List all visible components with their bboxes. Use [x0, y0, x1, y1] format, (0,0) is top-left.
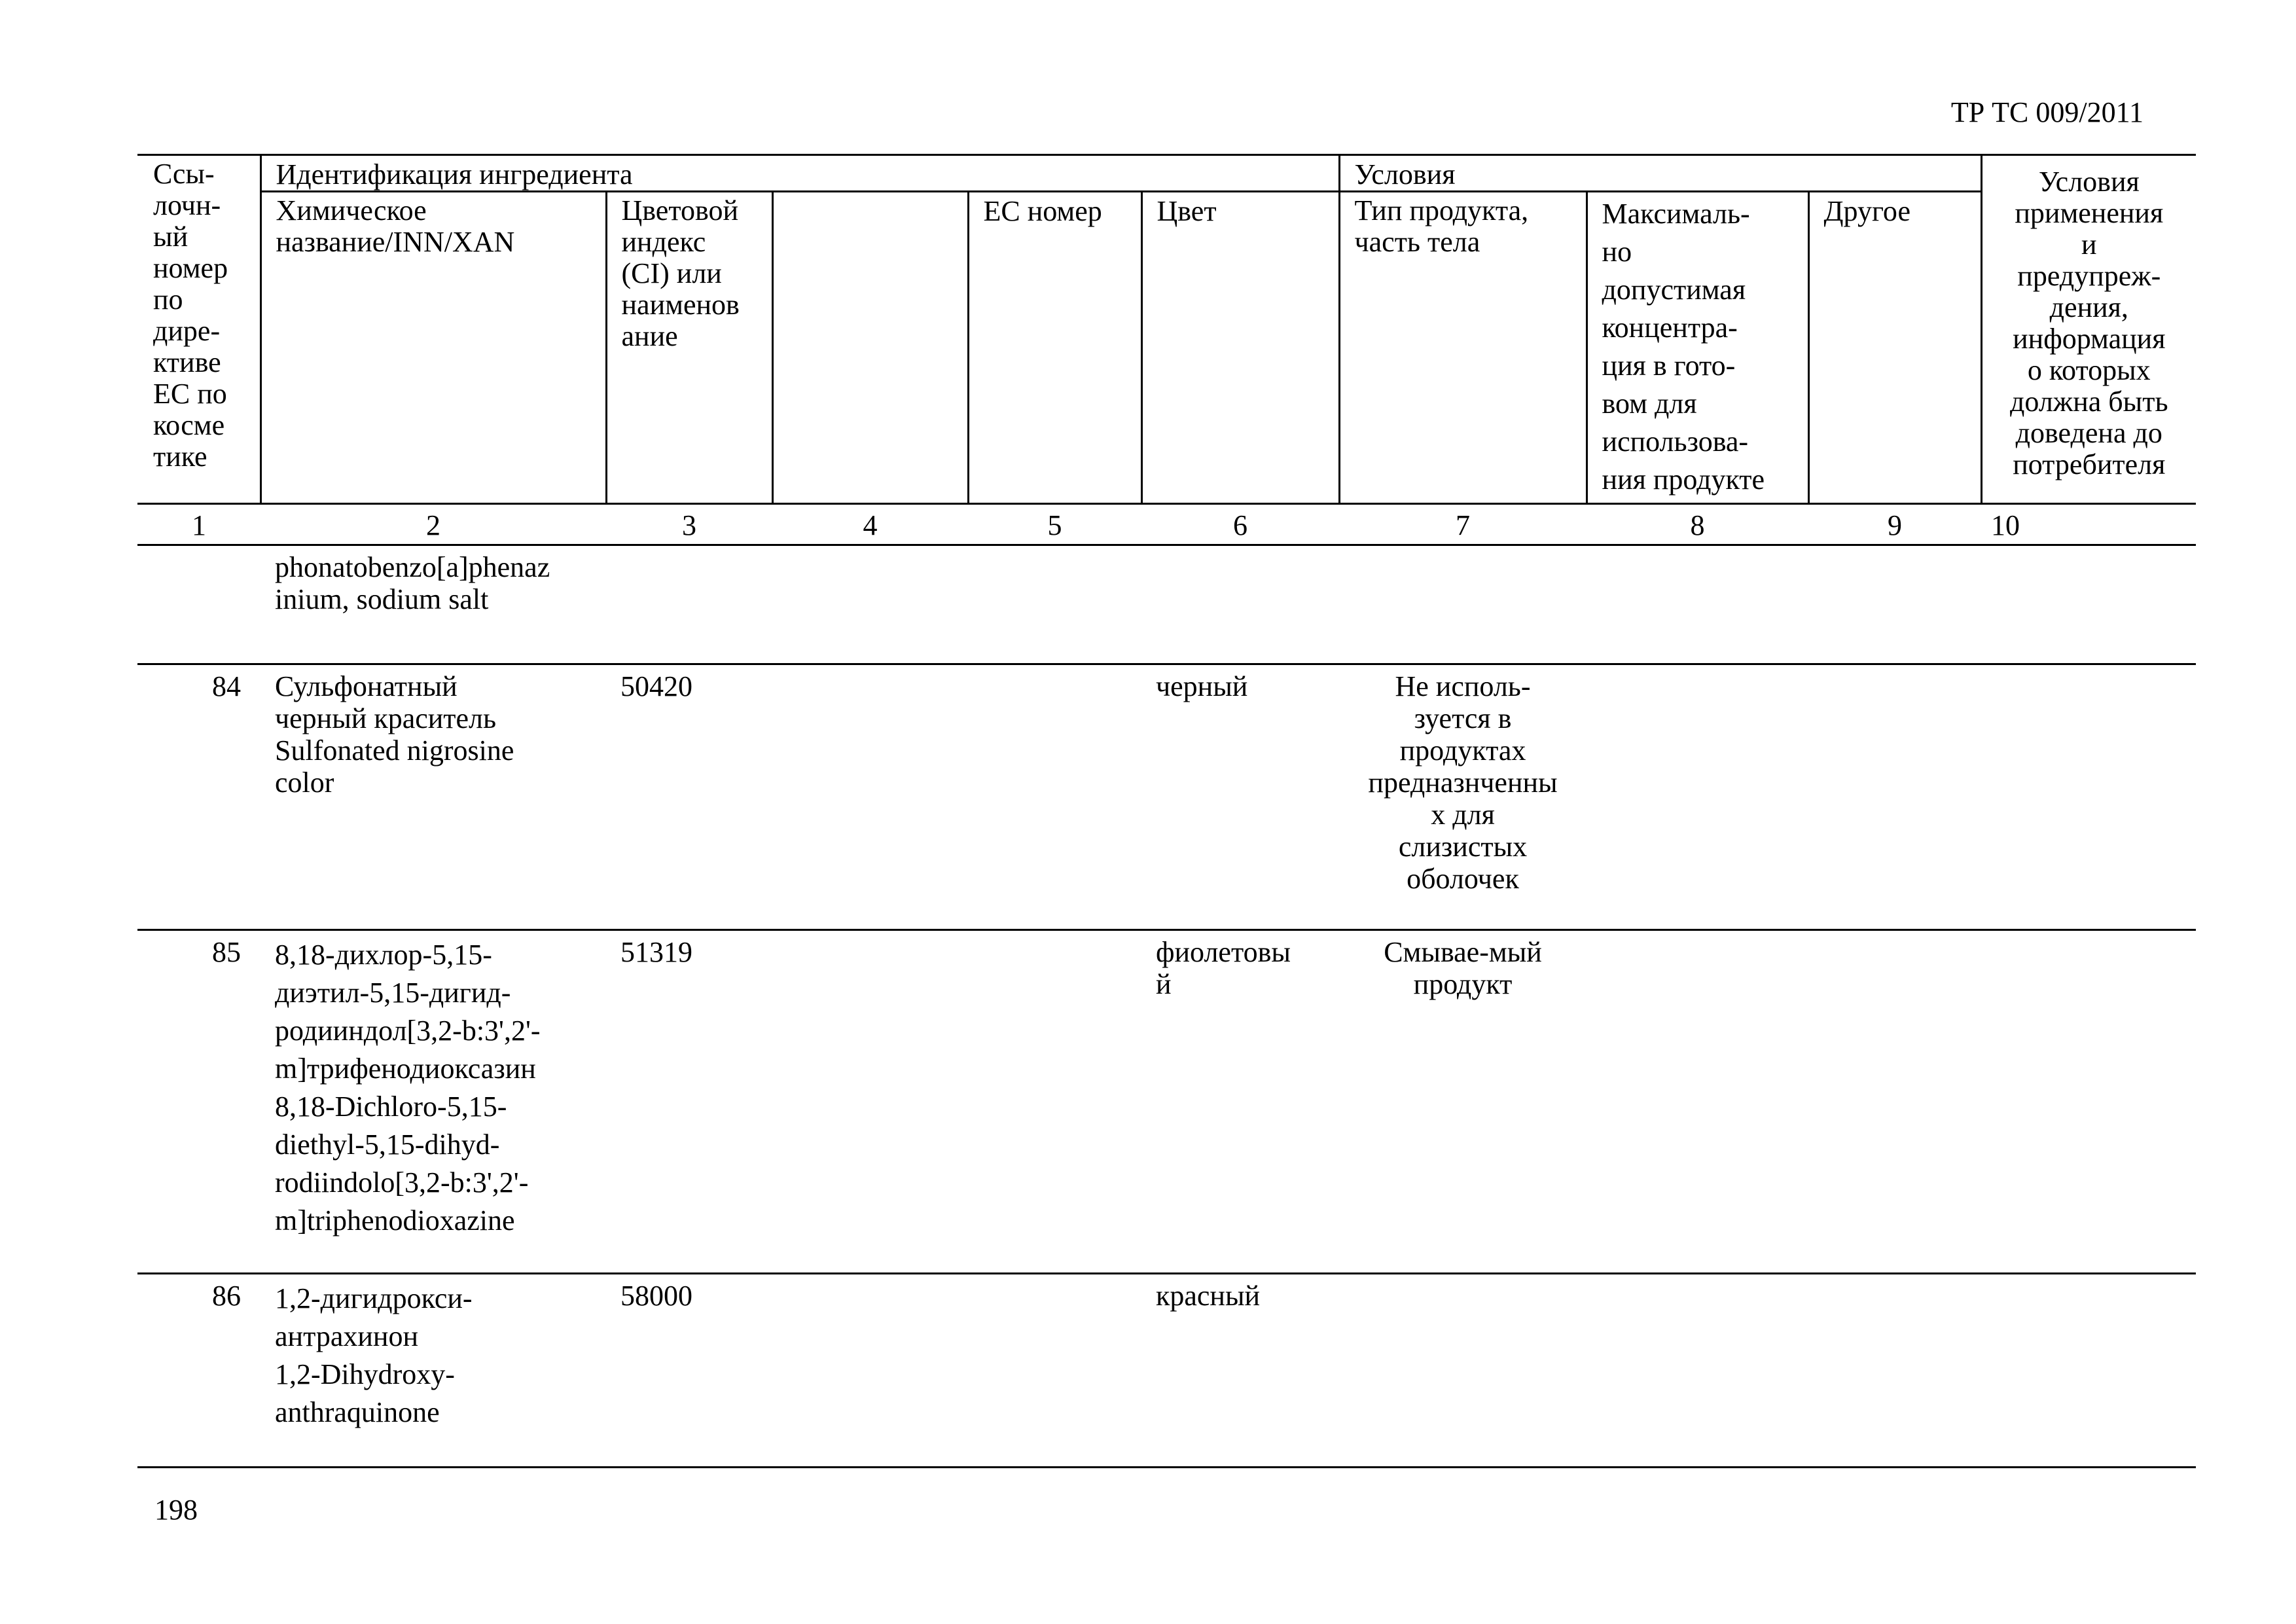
cell-max-conc — [1587, 1274, 1808, 1468]
header-ingredient-identification: Идентификация ингредиента — [260, 155, 1339, 192]
cell-ref: 85 — [137, 930, 260, 1274]
cell-ref: 86 — [137, 1274, 260, 1468]
cell-ec — [968, 1274, 1141, 1468]
cell-color: красный — [1141, 1274, 1339, 1468]
cell-warnings — [1981, 664, 2196, 930]
cell-ci: 58000 — [606, 1274, 772, 1468]
document-code: ТР ТС 009/2011 — [1950, 96, 2144, 128]
header-max-concentration: Максималь- но допустимая концентра- ция в гото- вом для использова- ния продукте — [1587, 192, 1808, 504]
header-warnings: Условия применения и предупреж- дения, информация о которых должна быть доведена до потребителя — [1981, 155, 2196, 504]
header-chemical-name: Химическое название/INN/XAN — [260, 192, 606, 504]
cell-max-conc — [1587, 545, 1808, 664]
cell-chemical-name: 1,2-дигидрокси- антрахинон 1,2-Dihydroxy- anthraquinone — [260, 1274, 606, 1468]
cell-col4 — [772, 930, 968, 1274]
table-row — [137, 1274, 2196, 1468]
cell-chemical-name: 8,18-дихлор-5,15- диэтил-5,15-дигид- родииндол[3,2-b:3',2'- m]трифенодиоксазин 8,18-Dichloro-5,15- diethyl-5,15-dihyd- rodiindolo[3,2-b:3',2'- m]triphenodioxazine — [260, 930, 606, 1274]
header-ec-number: ЕС номер — [968, 192, 1141, 504]
ingredient-table — [137, 154, 2196, 1468]
cell-max-conc — [1587, 664, 1808, 930]
cell-col4 — [772, 545, 968, 664]
cell-ci: 50420 — [606, 664, 772, 930]
header-color: Цвет — [1141, 192, 1339, 504]
table-row — [137, 664, 2196, 930]
cell-ec — [968, 664, 1141, 930]
column-number: 1 — [137, 504, 260, 545]
cell-color: фиолетовы й — [1141, 930, 1339, 1274]
header-ref-number: Ссы- лочн- ый номер по дире- ктиве ЕС по косме тике — [137, 155, 260, 504]
table-row — [137, 545, 2196, 664]
cell-ci: 51319 — [606, 930, 772, 1274]
cell-other — [1808, 664, 1981, 930]
cell-ec — [968, 545, 1141, 664]
column-number: 2 — [260, 504, 606, 545]
cell-chemical-name: Сульфонатный черный краситель Sulfonated nigrosine color — [260, 664, 606, 930]
cell-other — [1808, 1274, 1981, 1468]
cell-chemical-name: phonatobenzo[a]phenaz inium, sodium salt — [260, 545, 606, 664]
column-number: 7 — [1339, 504, 1587, 545]
cell-color: черный — [1141, 664, 1339, 930]
cell-product-type — [1339, 1274, 1587, 1468]
header-product-type: Тип продукта, часть тела — [1339, 192, 1587, 504]
column-number: 6 — [1141, 504, 1339, 545]
page-number: 198 — [154, 1494, 198, 1526]
cell-color — [1141, 545, 1339, 664]
cell-col4 — [772, 1274, 968, 1468]
header-conditions: Условия — [1339, 155, 1981, 192]
column-number: 10 — [1981, 504, 2196, 545]
cell-ci — [606, 545, 772, 664]
header-color-index: Цветовой индекс (CI) или наименов ание — [606, 192, 772, 504]
cell-ec — [968, 930, 1141, 1274]
cell-product-type: Смывае-мый продукт — [1339, 930, 1587, 1274]
column-number: 5 — [968, 504, 1141, 545]
column-number: 3 — [606, 504, 772, 545]
cell-warnings — [1981, 545, 2196, 664]
cell-product-type: Не исполь- зуется в продуктах предназнченны х для слизистых оболочек — [1339, 664, 1587, 930]
cell-ref — [137, 545, 260, 664]
header-other: Другое — [1808, 192, 1981, 504]
table-row — [137, 930, 2196, 1274]
column-number: 8 — [1587, 504, 1808, 545]
column-number: 9 — [1808, 504, 1981, 545]
cell-other — [1808, 930, 1981, 1274]
cell-other — [1808, 545, 1981, 664]
cell-max-conc — [1587, 930, 1808, 1274]
cell-ref: 84 — [137, 664, 260, 930]
cell-warnings — [1981, 930, 2196, 1274]
cell-product-type — [1339, 545, 1587, 664]
cell-warnings — [1981, 1274, 2196, 1468]
column-number: 4 — [772, 504, 968, 545]
header-column-4 — [772, 192, 968, 504]
cell-col4 — [772, 664, 968, 930]
